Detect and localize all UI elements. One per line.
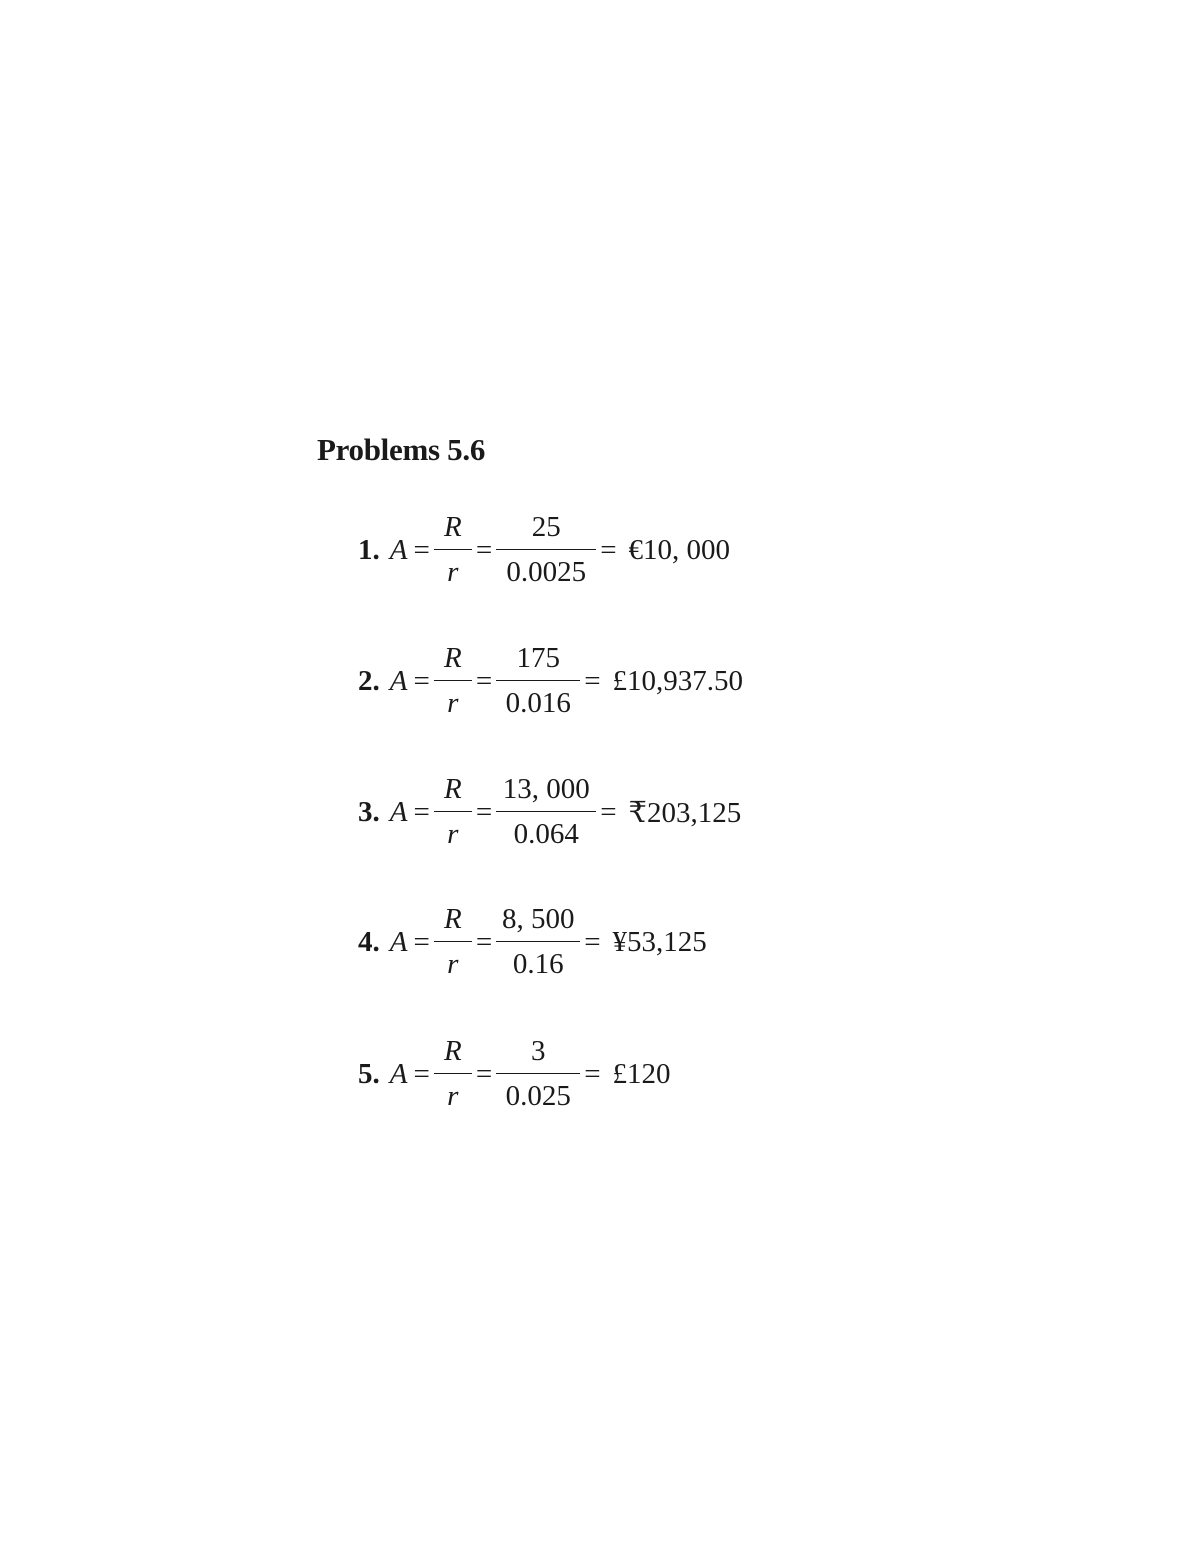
- result-value: £120: [612, 1057, 671, 1090]
- fraction-denominator: 0.025: [505, 1080, 571, 1112]
- numeric-fraction: [498, 513, 594, 587]
- problem-number: 4.: [358, 925, 380, 958]
- fraction-numerator: R: [434, 644, 472, 681]
- problem-number: 1.: [358, 533, 380, 566]
- fraction-numerator: R: [434, 905, 472, 942]
- problem-number: 3.: [358, 795, 380, 828]
- fraction-denominator: r: [447, 556, 459, 588]
- fraction-numerator: 25: [496, 513, 596, 550]
- result-value: £10,937.50: [612, 664, 744, 697]
- fraction-numerator: 8, 500: [496, 905, 580, 942]
- numeric-fraction: [498, 644, 578, 718]
- symbolic-fraction: [436, 1037, 470, 1111]
- numeric-fraction: [498, 905, 578, 979]
- equals-sign: =: [475, 664, 493, 697]
- page-title: Problems 5.6: [317, 432, 486, 467]
- equals-sign: =: [600, 795, 617, 828]
- fraction-numerator: R: [434, 775, 472, 812]
- problem-item: [358, 896, 707, 988]
- fraction-denominator: 0.16: [512, 948, 564, 980]
- equals-sign: =: [584, 925, 601, 958]
- equals-sign: =: [413, 533, 430, 566]
- symbolic-fraction: [436, 644, 470, 718]
- numeric-fraction: [498, 1037, 578, 1111]
- equals-sign: =: [475, 795, 493, 828]
- fraction-denominator: r: [447, 1080, 459, 1112]
- equals-sign: =: [584, 664, 601, 697]
- equals-sign: =: [413, 925, 430, 958]
- fraction-denominator: r: [447, 948, 459, 980]
- result-value: €10, 000: [628, 533, 731, 566]
- problem-item: [358, 1028, 671, 1120]
- numeric-fraction: [498, 775, 594, 849]
- fraction-numerator: 3: [496, 1037, 580, 1074]
- equals-sign: =: [600, 533, 617, 566]
- problem-item: [358, 504, 730, 596]
- fraction-denominator: 0.016: [505, 687, 571, 719]
- fraction-numerator: 13, 000: [496, 775, 596, 812]
- symbolic-fraction: [436, 513, 470, 587]
- variable-a: A: [389, 795, 408, 828]
- variable-a: A: [389, 533, 408, 566]
- equals-sign: =: [413, 1057, 430, 1090]
- problem-item: [358, 635, 743, 727]
- variable-a: A: [389, 925, 408, 958]
- problem-number: 5.: [358, 1057, 380, 1090]
- fraction-denominator: 0.064: [513, 818, 579, 850]
- fraction-numerator: R: [434, 1037, 472, 1074]
- symbolic-fraction: [436, 775, 470, 849]
- variable-a: A: [389, 664, 408, 697]
- problem-item: [358, 766, 741, 858]
- equals-sign: =: [475, 925, 493, 958]
- equals-sign: =: [584, 1057, 601, 1090]
- equals-sign: =: [475, 1057, 493, 1090]
- result-value: ¥53,125: [612, 925, 707, 958]
- variable-a: A: [389, 1057, 408, 1090]
- problem-number: 2.: [358, 664, 380, 697]
- equals-sign: =: [413, 795, 430, 828]
- fraction-numerator: R: [434, 513, 472, 550]
- fraction-numerator: 175: [496, 644, 580, 681]
- fraction-denominator: r: [447, 818, 459, 850]
- result-value: ₹203,125: [628, 796, 742, 829]
- equals-sign: =: [413, 664, 430, 697]
- fraction-denominator: r: [447, 687, 459, 719]
- fraction-denominator: 0.0025: [506, 556, 587, 588]
- equals-sign: =: [475, 533, 493, 566]
- symbolic-fraction: [436, 905, 470, 979]
